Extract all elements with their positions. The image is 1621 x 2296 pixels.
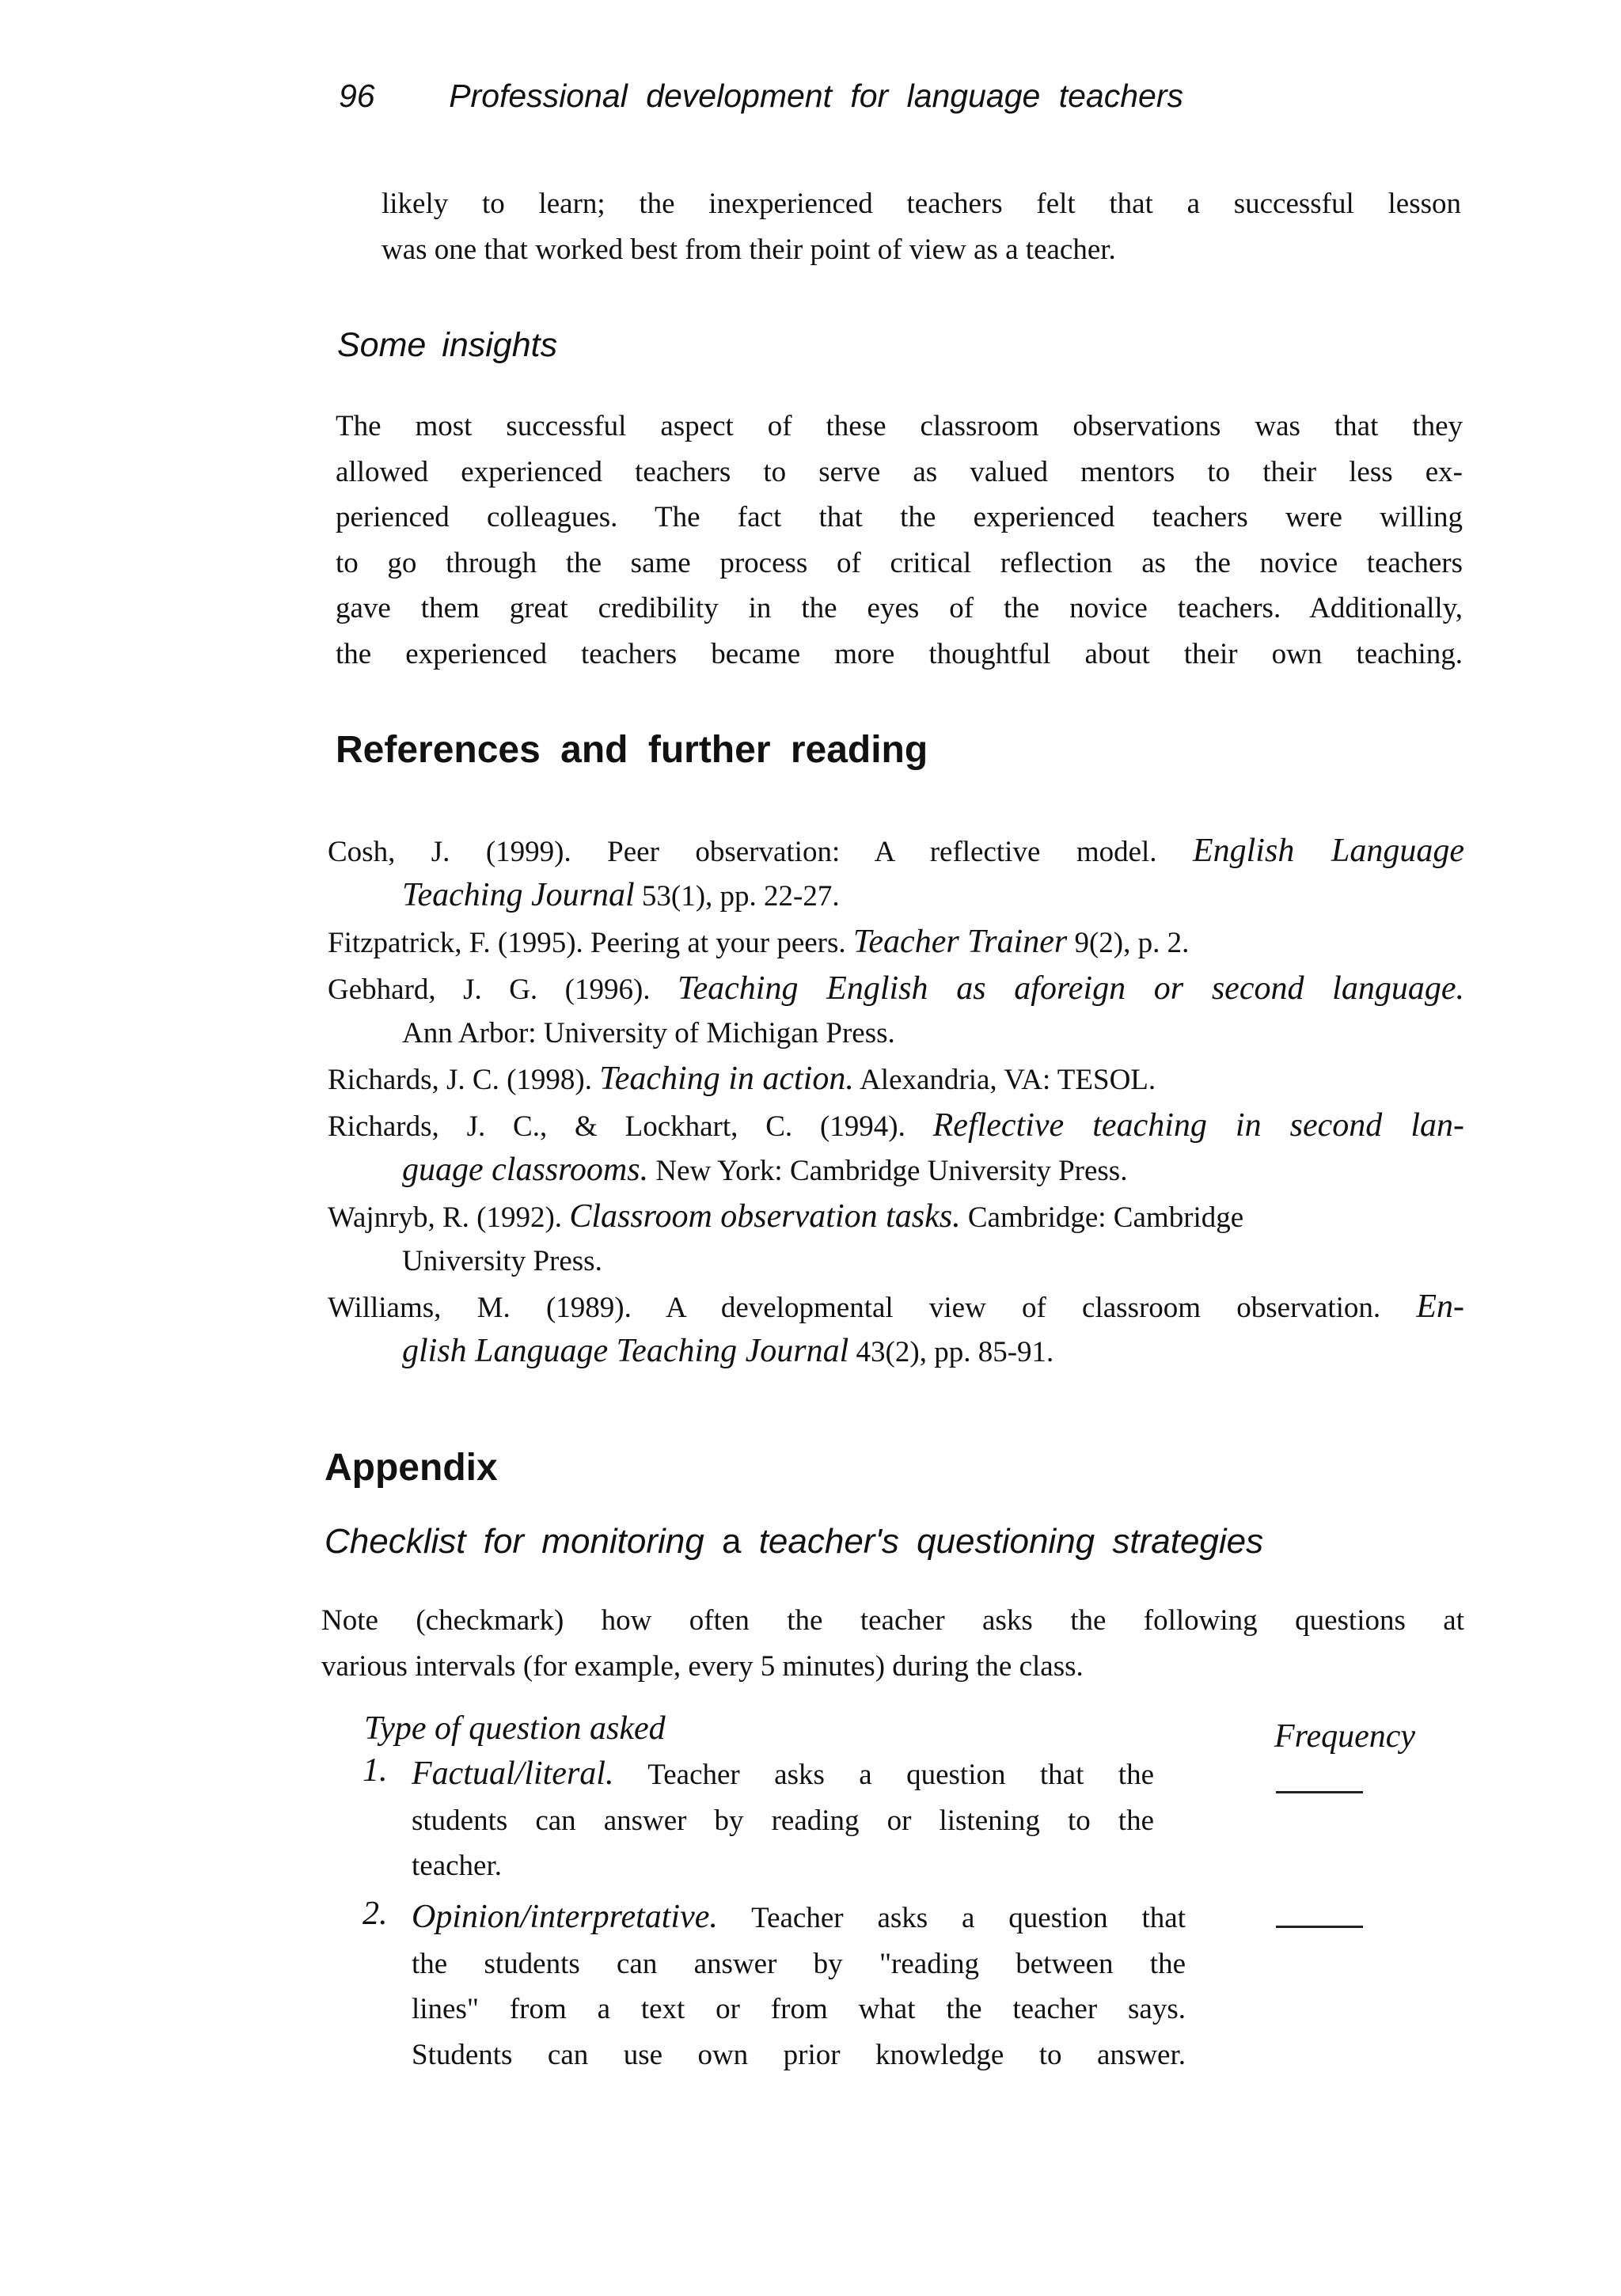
ref-title: Teacher Trainer: [852, 924, 1068, 960]
ref-text: Cosh, J. (1999). Peer observation: A reflective model.: [328, 836, 1193, 868]
checklist-item: [363, 1895, 1186, 2078]
reference-entry: [328, 829, 1464, 918]
ref-title: Reflective teaching in second lan-: [932, 1107, 1464, 1144]
column-heading-frequency: Frequency: [1274, 1718, 1416, 1755]
ref-text: 9(2), p. 2.: [1067, 927, 1190, 959]
item-term: Opinion/interpretative.: [412, 1899, 718, 1935]
ref-title: En-: [1416, 1288, 1464, 1325]
ref-text: New York: Cambridge University Press.: [648, 1155, 1128, 1187]
reference-entry: [328, 1104, 1464, 1193]
ref-text: Wajnryb, R. (1992).: [328, 1201, 570, 1234]
text-line: gave them great credibility in the eyes of the novice teachers. Additionally,: [336, 592, 1463, 624]
item-text: Students can use own prior knowledge to answer.: [412, 2038, 1186, 2071]
checklist-item: [363, 1751, 1154, 1889]
checklist-title-part: a: [721, 1522, 742, 1561]
ref-title: glish Language Teaching Journal: [402, 1333, 849, 1369]
column-heading-type: Type of question asked: [364, 1710, 666, 1747]
checklist-title-part: teacher's questioning strategies: [758, 1522, 1264, 1561]
ref-text: University Press.: [402, 1245, 602, 1277]
section-heading-insights: Some insights: [337, 326, 558, 364]
text-line: to go through the same process of critical reflection as the novice teachers: [336, 546, 1463, 579]
intro-paragraph: [382, 181, 1461, 272]
reference-entry: [328, 1285, 1464, 1374]
frequency-blank[interactable]: [1276, 1926, 1363, 1928]
page-number: 96: [339, 78, 375, 114]
insights-paragraph: [336, 404, 1463, 677]
ref-title: guage classrooms.: [402, 1152, 649, 1188]
running-head-title: Professional development for language teachers: [449, 78, 1183, 114]
reference-entry: [328, 967, 1464, 1055]
ref-title: Classroom observation tasks.: [569, 1198, 961, 1235]
item-number: 2.: [363, 1896, 388, 1932]
ref-title: Teaching Journal: [402, 877, 635, 913]
section-heading-appendix: Appendix: [325, 1447, 498, 1489]
item-text: Teacher asks a question that the: [613, 1759, 1154, 1791]
ref-text: Cambridge: Cambridge: [960, 1201, 1244, 1234]
item-term: Factual/literal.: [412, 1755, 614, 1792]
ref-title: English Language: [1192, 833, 1464, 869]
ref-text: 53(1), pp. 22-27.: [634, 880, 840, 913]
item-text: students can answer by reading or listening to the: [412, 1804, 1154, 1837]
running-head: [339, 78, 1183, 115]
text-line: likely to learn; the inexperienced teachers felt that a successful lesson: [382, 188, 1461, 220]
ref-title: Teaching in action.: [599, 1061, 854, 1097]
checklist-title-part: Checklist for monitoring: [325, 1522, 704, 1561]
ref-text: Ann Arbor: University of Michigan Press.: [402, 1017, 895, 1049]
ref-title: Teaching English as aforeign or second language.: [678, 970, 1464, 1007]
reference-entry: [328, 920, 1464, 965]
checklist-title: [325, 1522, 1263, 1562]
text-line: the experienced teachers became more thoughtful about their own teaching.: [336, 637, 1463, 670]
ref-text: Richards, J. C. (1998).: [328, 1064, 600, 1096]
text-line: allowed experienced teachers to serve as valued mentors to their less ex-: [336, 455, 1463, 488]
ref-text: Fitzpatrick, F. (1995). Peering at your peers.: [328, 927, 853, 959]
text-line: various intervals (for example, every 5 minutes) during the class.: [321, 1649, 1084, 1683]
reference-list: [328, 829, 1464, 1374]
ref-text: Williams, M. (1989). A developmental view of classroom observation.: [328, 1292, 1417, 1324]
checklist-note: [321, 1598, 1464, 1689]
item-text: lines" from a text or from what the teacher says.: [412, 1993, 1186, 2025]
section-heading-references: References and further reading: [336, 729, 928, 771]
ref-text: Alexandria, VA: TESOL.: [853, 1064, 1156, 1096]
item-text: teacher.: [412, 1850, 502, 1882]
text-line: perienced colleagues. The fact that the experienced teachers were willing: [336, 501, 1463, 533]
text-line: The most successful aspect of these classroom observations was that they: [336, 410, 1463, 442]
ref-text: 43(2), pp. 85-91.: [848, 1336, 1054, 1368]
item-number: 1.: [363, 1752, 388, 1789]
text-line: Note (checkmark) how often the teacher asks the following questions at: [321, 1604, 1464, 1637]
reference-entry: [328, 1057, 1464, 1102]
frequency-blank[interactable]: [1276, 1791, 1363, 1793]
item-text: the students can answer by "reading between the: [412, 1947, 1186, 1980]
ref-text: Richards, J. C., & Lockhart, C. (1994).: [328, 1110, 933, 1143]
item-text: Teacher asks a question that: [717, 1902, 1186, 1934]
reference-entry: [328, 1195, 1464, 1283]
text-line: was one that worked best from their point of view as a teacher.: [382, 233, 1116, 266]
ref-text: Gebhard, J. G. (1996).: [328, 973, 678, 1006]
